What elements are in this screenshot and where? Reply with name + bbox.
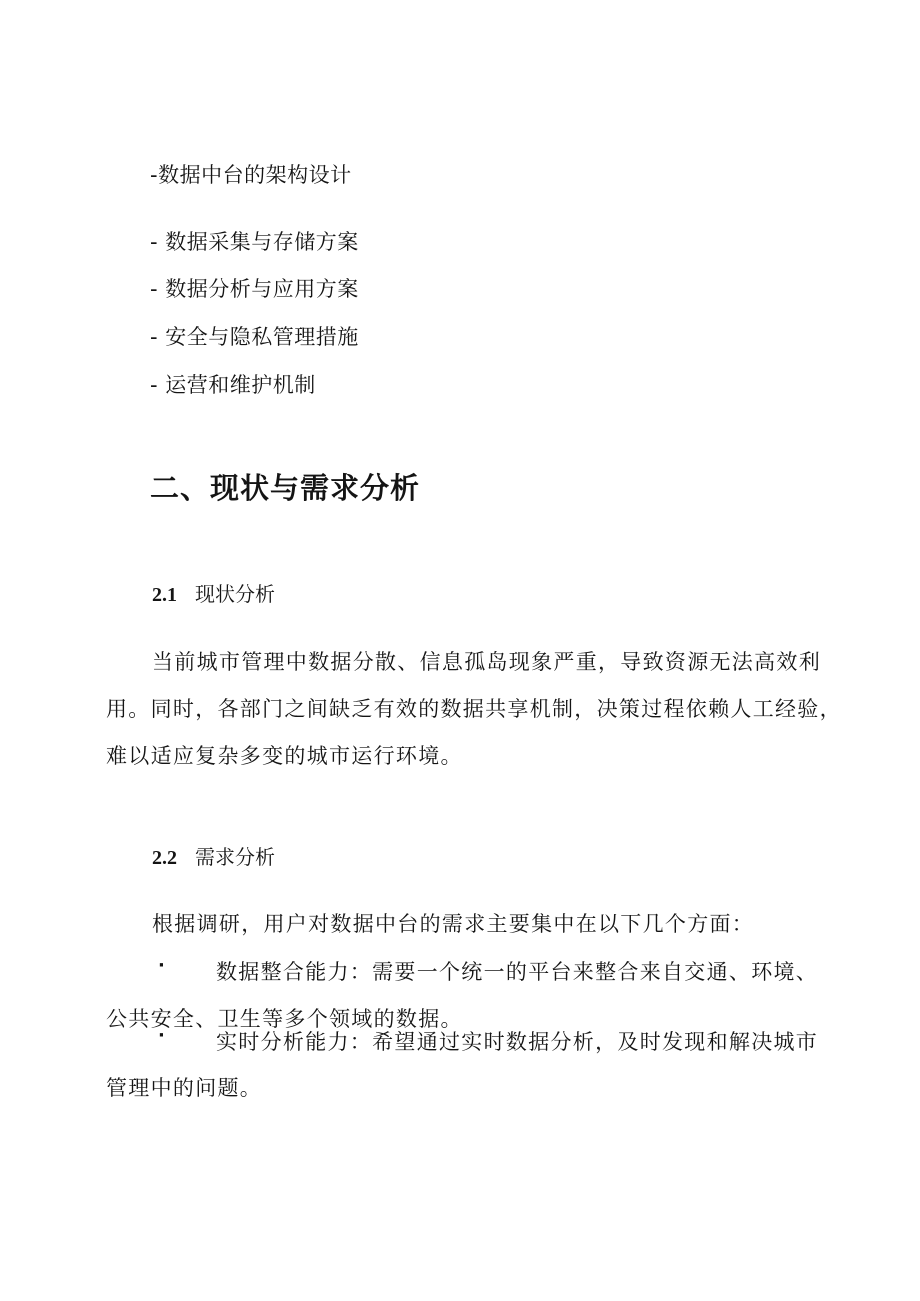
bullet-icon: · — [158, 955, 165, 976]
subsection-title: 现状分析 — [195, 582, 275, 606]
toc-title: -数据中台的架构设计 — [150, 163, 352, 187]
bullet-line: 数据整合能力：需要一个统一的平台来整合来自交通、环境、 — [216, 960, 819, 984]
toc-item: - 数据采集与存储方案 — [150, 230, 359, 254]
paragraph-line: 用。同时，各部门之间缺乏有效的数据共享机制，决策过程依赖人工经验， — [106, 697, 842, 721]
bullet-line: 实时分析能力：希望通过实时数据分析，及时发现和解决城市 — [216, 1030, 819, 1054]
subsection-number: 2.1 — [152, 584, 177, 606]
section-heading: 二、现状与需求分析 — [150, 471, 421, 505]
subsection-heading-2-1 — [152, 578, 275, 607]
bullet-line: 管理中的问题。 — [106, 1076, 263, 1100]
subsection-heading-2-2 — [152, 841, 275, 870]
toc-item: - 运营和维护机制 — [150, 373, 316, 397]
paragraph-intro: 根据调研，用户对数据中台的需求主要集中在以下几个方面： — [152, 912, 755, 936]
subsection-title: 需求分析 — [195, 845, 275, 869]
toc-item: - 数据分析与应用方案 — [150, 277, 359, 301]
bullet-line: 公共安全、卫生等多个领域的数据。 — [106, 1007, 463, 1031]
paragraph-line: 难以适应复杂多变的城市运行环境。 — [106, 744, 463, 768]
toc-item: - 安全与隐私管理措施 — [150, 325, 359, 349]
paragraph-line: 当前城市管理中数据分散、信息孤岛现象严重，导致资源无法高效利 — [152, 650, 821, 674]
bullet-icon: · — [158, 1025, 165, 1046]
subsection-number: 2.2 — [152, 847, 177, 869]
